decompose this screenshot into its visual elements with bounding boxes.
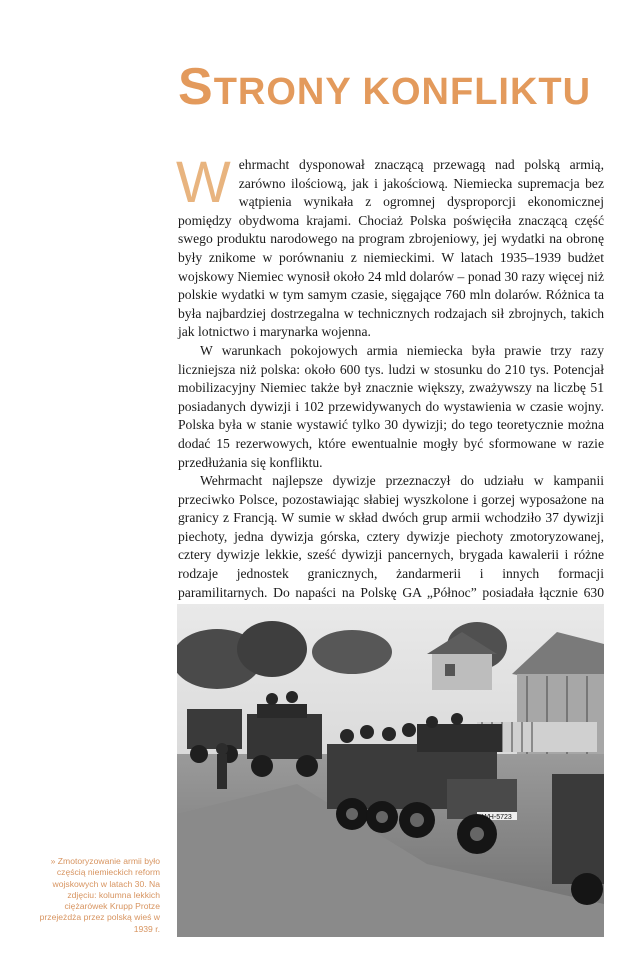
convoy-photo-illustration xyxy=(177,604,604,937)
caption-marker: » xyxy=(50,856,56,866)
title-rest: TRONY KONFLIKTU xyxy=(213,71,592,114)
paragraph-1-text: ehrmacht dysponował znaczącą przewagą nad polską armią, zarówno ilościową, jak i jakościową. Niemiecka supremacja bez wątpienia wynikała z ogromnej dysproporcji ekonomicznej pomiędzy obydwoma krajami. Chociaż Polska poświęciła znaczącą część swego produktu narodowego na program zbrojeniowy, jej wydatki na obronę były znikome w porównaniu z niemieckimi. W latach 1935–1939 budżet wojskowy Niemiec wynosił około 24 mld dolarów – ponad 30 razy więcej niż polskie wydatki w tym samym czasie, sięgające 760 mln dolarów. Różnica ta była najbardziej dostrzegalna w technicznych rodzajach sił zbrojnych, takich jak lotnictwo i marynarka wojenna. xyxy=(178,157,604,340)
license-plate: WH-5723 xyxy=(482,814,512,821)
paragraph-2: W warunkach pokojowych armia niemiecka była prawie trzy razy liczniejsza niż polska: około 600 tys. ludzi w stosunku do 210 tys. Potencjał mobilizacyjny Niemiec także był znacznie większy, zważywszy na liczbę 51 posiadanych dywizji i 102 przewidywanych do wystawienia w czasie wojny. Polska była w stanie wystawić tylko 30 dywizji; do tego teoretycznie można dodać 15 rezerwowych, które ewentualnie mogły być sformowane w razie przedłużania się konfliktu. xyxy=(178,342,604,470)
article-body xyxy=(176,150,604,621)
title-initial: S xyxy=(178,58,214,117)
caption-text: Zmotoryzowanie armii było częścią niemieckich reform wojskowych w latach 30. Na zdjęciu: kolumna lekkich ciężarówek Krupp Protze przejeżdża przez polską wieś w 1939 r. xyxy=(39,856,160,934)
photo-caption xyxy=(26,856,160,935)
historical-photo xyxy=(177,604,604,937)
paragraph-1 xyxy=(176,150,604,342)
paragraph-3: Wehrmacht najlepsze dywizje przeznaczył do udziału w kampanii przeciwko Polsce, pozostawiając słabiej wyszkolone i gorzej wyposażone na granicy z Francją. W sumie w skład dwóch grup armii wchodziło 37 dywizji piechoty, jedna dywizja górska, cztery dywizje piechoty zmotoryzowanej, cztery dywizje lekkie, sześć dywizji pancernych, brygada kawalerii i różne rodzaje jednostek granicznych, żandarmerii i innych formacji paramilitarnych. Do napaści na Polskę GA „Północ” posiadała łącznie 630 xyxy=(178,473,604,600)
page-title xyxy=(178,58,592,117)
drop-cap: W xyxy=(176,150,231,215)
